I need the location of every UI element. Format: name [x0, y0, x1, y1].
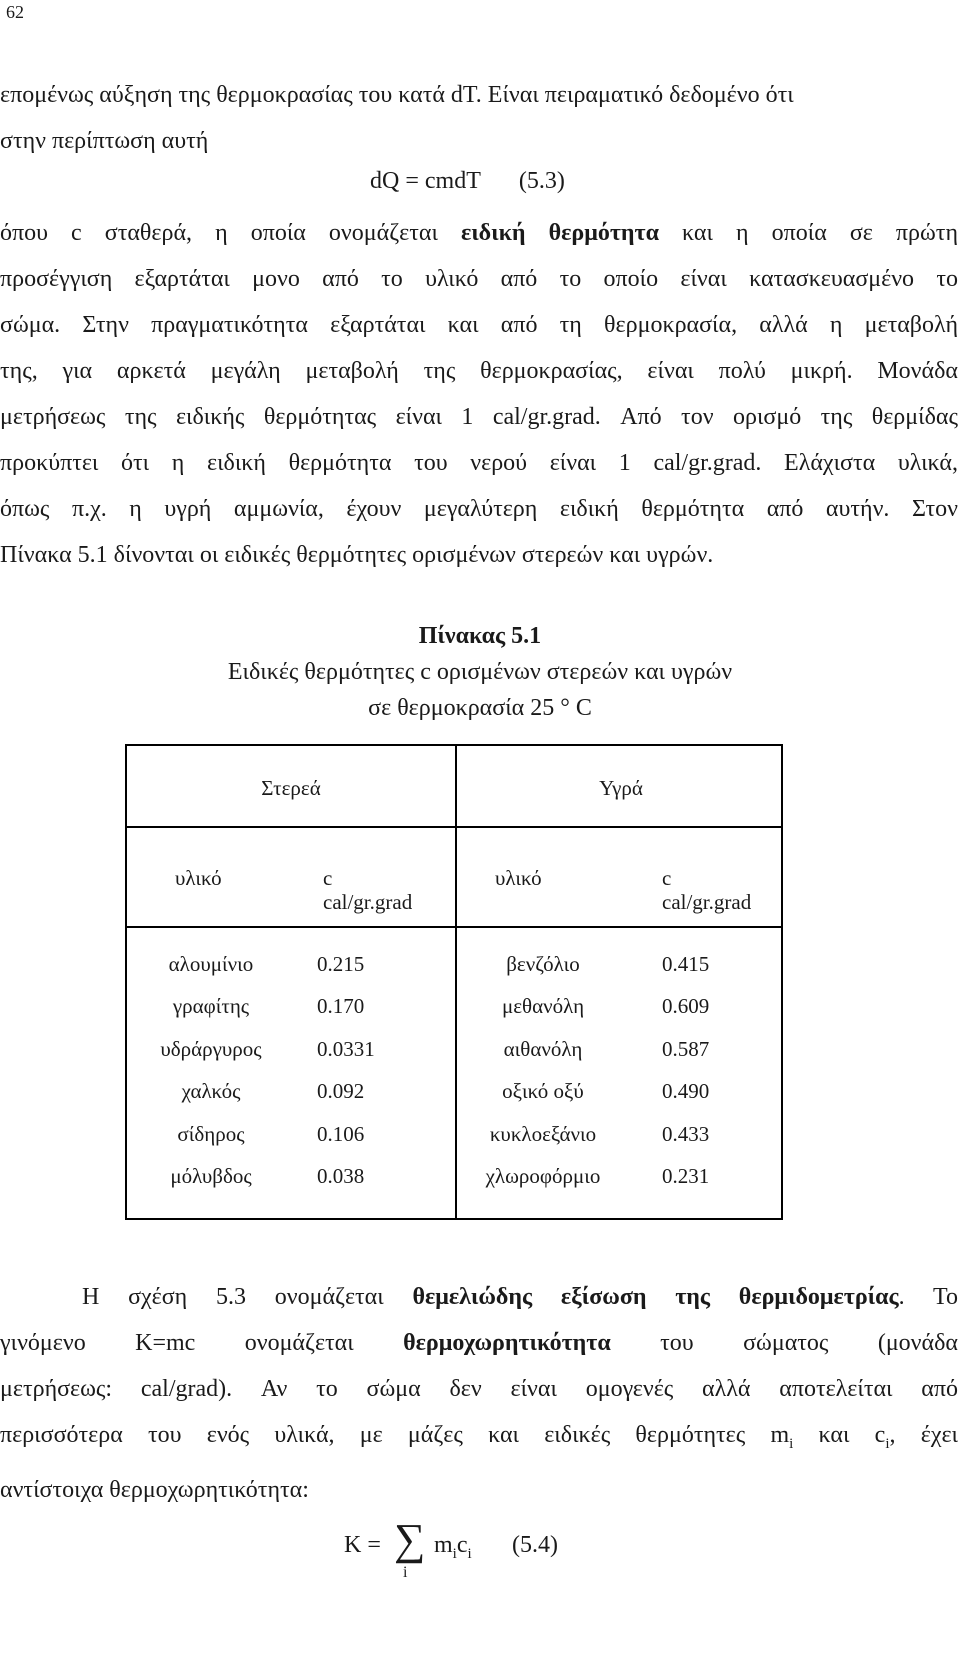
- text-run: γινόμενο K=mc ονομάζεται: [0, 1330, 404, 1356]
- table-cell-liquid-name: οξικό οξύ: [502, 1079, 584, 1103]
- table-caption: [0, 618, 960, 726]
- table-cell-solid-name: υδράργυρος: [160, 1037, 262, 1061]
- term-calorimetry-equation: θεμελιώδης εξίσωση της θερμιδομετρίας: [412, 1284, 899, 1310]
- column-header-c: [323, 866, 412, 914]
- subscript-i: i: [467, 1545, 472, 1562]
- paragraph-line: της, για αρκετά μεγάλη μεταβολή της θερμοκρασίας, είναι πολύ μικρή. Μονάδα: [0, 358, 958, 384]
- paragraph-line: [0, 1274, 958, 1320]
- paragraph-line: αντίστοιχα θερμοχωρητικότητα:: [0, 1476, 309, 1503]
- text-run: περισσότερα του ενός υλικά, με μάζες και ειδικές θερμότητες m: [0, 1422, 790, 1448]
- table-cell-solid-c: 0.0331: [317, 1037, 375, 1061]
- paragraph-line: προσέγγιση εξαρτάται μονο από το υλικό από το οποίο είναι κατασκευασμένο το: [0, 266, 958, 292]
- paragraph-line: προκύπτει ότι η ειδική θερμότητα του νερού είναι 1 cal/gr.grad. Ελάχιστα υλικά,: [0, 450, 958, 476]
- table-title: Πίνακας 5.1: [418, 623, 542, 649]
- table-cell-liquid-c: 0.587: [662, 1037, 710, 1061]
- table-cell-solid-name: σίδηρος: [177, 1122, 245, 1146]
- paragraph-line: σώμα. Στην πραγματικότητα εξαρτάται και από τη θερμοκρασία, αλλά η μεταβολή: [0, 312, 958, 338]
- text-run: , έχει: [889, 1422, 958, 1448]
- group-header-solids: Στερεά: [261, 776, 321, 800]
- table-cell-solid-name: μόλυβδος: [170, 1164, 252, 1188]
- text-run: και η οποία σε πρώτη: [658, 220, 958, 246]
- table-cell-liquid-c: 0.415: [662, 952, 710, 976]
- paragraph-line: μετρήσεως της ειδικής θερμότητας είναι 1 cal/gr.grad. Από τον ορισμό της θερμίδας: [0, 404, 958, 430]
- table-cell-liquid-c: 0.490: [662, 1079, 710, 1103]
- equation-5-4-term: [434, 1532, 472, 1563]
- intro-paragraph: [0, 72, 958, 164]
- paragraph-line: [0, 210, 958, 256]
- text-run: Η σχέση 5.3 ονομάζεται: [82, 1284, 413, 1310]
- table-cell-solid-name: γραφίτης: [172, 994, 250, 1018]
- table-cell-liquid-name: χλωροφόρμιο: [485, 1164, 601, 1188]
- paragraph-line: μετρήσεως: cal/grad). Αν το σώμα δεν είναι ομογενές αλλά αποτελείται από: [0, 1376, 958, 1402]
- text-run: . Το: [898, 1284, 958, 1310]
- symbol-c: c: [456, 1532, 468, 1558]
- table-cell-liquid-name: αιθανόλη: [503, 1037, 583, 1061]
- paragraph-line: Πίνακα 5.1 δίνονται οι ειδικές θερμότητες ορισμένων στερεών και υγρών.: [0, 542, 714, 568]
- specific-heat-paragraph: [0, 210, 958, 578]
- equation-5-4-label: (5.4): [512, 1532, 558, 1558]
- column-header-symbol: c: [662, 866, 672, 890]
- text-run: όπου c σταθερά, η οποία ονομάζεται: [0, 220, 461, 246]
- summation-symbol: ∑: [394, 1515, 426, 1564]
- table-cell-liquid-name: βενζόλιο: [506, 952, 580, 976]
- equation-5-3-formula: dQ = cmdT: [370, 168, 481, 194]
- column-header-unit: cal/gr.grad: [662, 890, 752, 914]
- specific-heat-table: [125, 744, 783, 1220]
- equation-5-4: [344, 1515, 604, 1588]
- calorimetry-paragraph: [0, 1274, 958, 1513]
- table-cell-solid-c: 0.215: [317, 952, 365, 976]
- symbol-m: m: [434, 1532, 453, 1558]
- equation-5-3-label: (5.3): [518, 168, 565, 194]
- group-header-liquids: Υγρά: [599, 776, 643, 800]
- text-run: και c: [793, 1422, 886, 1448]
- term-specific-heat: ειδική θερμότητα: [460, 220, 659, 246]
- paragraph-line: [0, 1412, 958, 1467]
- table-cell-liquid-name: μεθανόλη: [501, 994, 585, 1018]
- term-heat-capacity: θερμοχωρητικότητα: [403, 1330, 611, 1356]
- table-cell-solid-name: αλουμίνιο: [168, 952, 254, 976]
- intro-line-2: στην περίπτωση αυτή: [0, 128, 209, 154]
- subscript-i: i: [789, 1435, 794, 1452]
- table-cell-solid-c: 0.038: [317, 1164, 365, 1188]
- column-header-material: υλικό: [175, 866, 222, 890]
- subscript-i: i: [885, 1435, 890, 1452]
- table-cell-liquid-name: κυκλοεξάνιο: [489, 1122, 597, 1146]
- page-number: 62: [6, 2, 24, 22]
- column-header-material: υλικό: [495, 866, 542, 890]
- table-subtitle-2: σε θερμοκρασία 25 ° C: [368, 695, 592, 721]
- text-run: του σώματος (μονάδα: [610, 1330, 958, 1356]
- column-header-symbol: c: [323, 866, 333, 890]
- table-cell-liquid-c: 0.609: [662, 994, 710, 1018]
- table-cell-liquid-c: 0.231: [662, 1164, 710, 1188]
- table-cell-solid-c: 0.092: [317, 1079, 365, 1103]
- table-cell-solid-c: 0.170: [317, 994, 365, 1018]
- table-subtitle-1: Ειδικές θερμότητες c ορισμένων στερεών και υγρών: [227, 659, 733, 685]
- paragraph-line: [0, 1320, 958, 1366]
- equation-5-4-lhs: K =: [344, 1532, 381, 1558]
- table-divider-vertical: [455, 746, 457, 1218]
- equation-5-3: [370, 168, 565, 195]
- summation-index: i: [403, 1564, 408, 1581]
- table-divider-horizontal: [127, 926, 781, 928]
- column-header-unit: cal/gr.grad: [323, 890, 413, 914]
- intro-line-1: επομένως αύξηση της θερμοκρασίας του κατά dT. Είναι πειραματικό δεδομένο ότι: [0, 82, 794, 108]
- subscript-i: i: [452, 1545, 457, 1562]
- table-cell-liquid-c: 0.433: [662, 1122, 710, 1146]
- paragraph-line: όπως π.χ. η υγρή αμμωνία, έχουν μεγαλύτερη ειδική θερμότητα από αυτήν. Στον: [0, 496, 958, 522]
- table-cell-solid-c: 0.106: [317, 1122, 365, 1146]
- column-header-c: [662, 866, 751, 914]
- table-divider-horizontal: [127, 826, 781, 828]
- table-cell-solid-name: χαλκός: [181, 1079, 241, 1103]
